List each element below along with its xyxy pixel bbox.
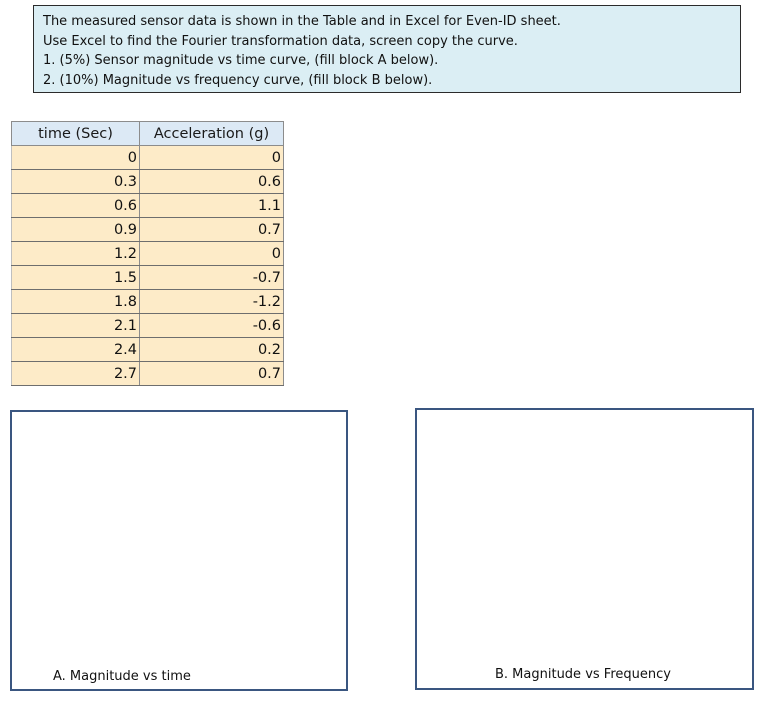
instruction-line-1: The measured sensor data is shown in the Table and in Excel for Even-ID sheet.: [43, 14, 561, 29]
cell-time: 2.4: [12, 338, 140, 362]
table-row: [12, 218, 284, 242]
cell-acceleration: -1.2: [140, 290, 284, 314]
cell-time: 0.9: [12, 218, 140, 242]
table-row: [12, 290, 284, 314]
cell-acceleration: -0.6: [140, 314, 284, 338]
table-row: [12, 338, 284, 362]
table-row: [12, 146, 284, 170]
cell-time: 1.5: [12, 266, 140, 290]
cell-acceleration: 0: [140, 242, 284, 266]
block-a-magnitude-vs-time: [10, 410, 348, 691]
table-row: [12, 314, 284, 338]
cell-time: 0.6: [12, 194, 140, 218]
cell-acceleration: 0: [140, 146, 284, 170]
instruction-line-3: 1. (5%) Sensor magnitude vs time curve, (fill block A below).: [43, 53, 439, 68]
block-a-label: A. Magnitude vs time: [53, 669, 191, 684]
cell-time: 2.1: [12, 314, 140, 338]
cell-time: 2.7: [12, 362, 140, 386]
header-acceleration: Acceleration (g): [140, 122, 284, 146]
table-row: [12, 242, 284, 266]
table-row: [12, 194, 284, 218]
cell-time: 0.3: [12, 170, 140, 194]
cell-acceleration: 0.6: [140, 170, 284, 194]
header-time: time (Sec): [12, 122, 140, 146]
table-row: [12, 266, 284, 290]
table-row: [12, 170, 284, 194]
instruction-line-2: Use Excel to find the Fourier transformation data, screen copy the curve.: [43, 33, 518, 49]
cell-acceleration: 1.1: [140, 194, 284, 218]
instruction-line-4: 2. (10%) Magnitude vs frequency curve, (fill block B below).: [43, 72, 433, 88]
cell-time: 1.2: [12, 242, 140, 266]
cell-acceleration: 0.7: [140, 218, 284, 242]
cell-acceleration: 0.2: [140, 338, 284, 362]
cell-time: 1.8: [12, 290, 140, 314]
table-header-row: [12, 122, 284, 146]
instructions-box: [33, 5, 741, 93]
sensor-data-table: [11, 121, 284, 386]
cell-acceleration: -0.7: [140, 266, 284, 290]
block-b-magnitude-vs-frequency: [415, 408, 754, 690]
block-b-label: B. Magnitude vs Frequency: [495, 667, 671, 682]
table-row: [12, 362, 284, 386]
cell-time: 0: [12, 146, 140, 170]
cell-acceleration: 0.7: [140, 362, 284, 386]
